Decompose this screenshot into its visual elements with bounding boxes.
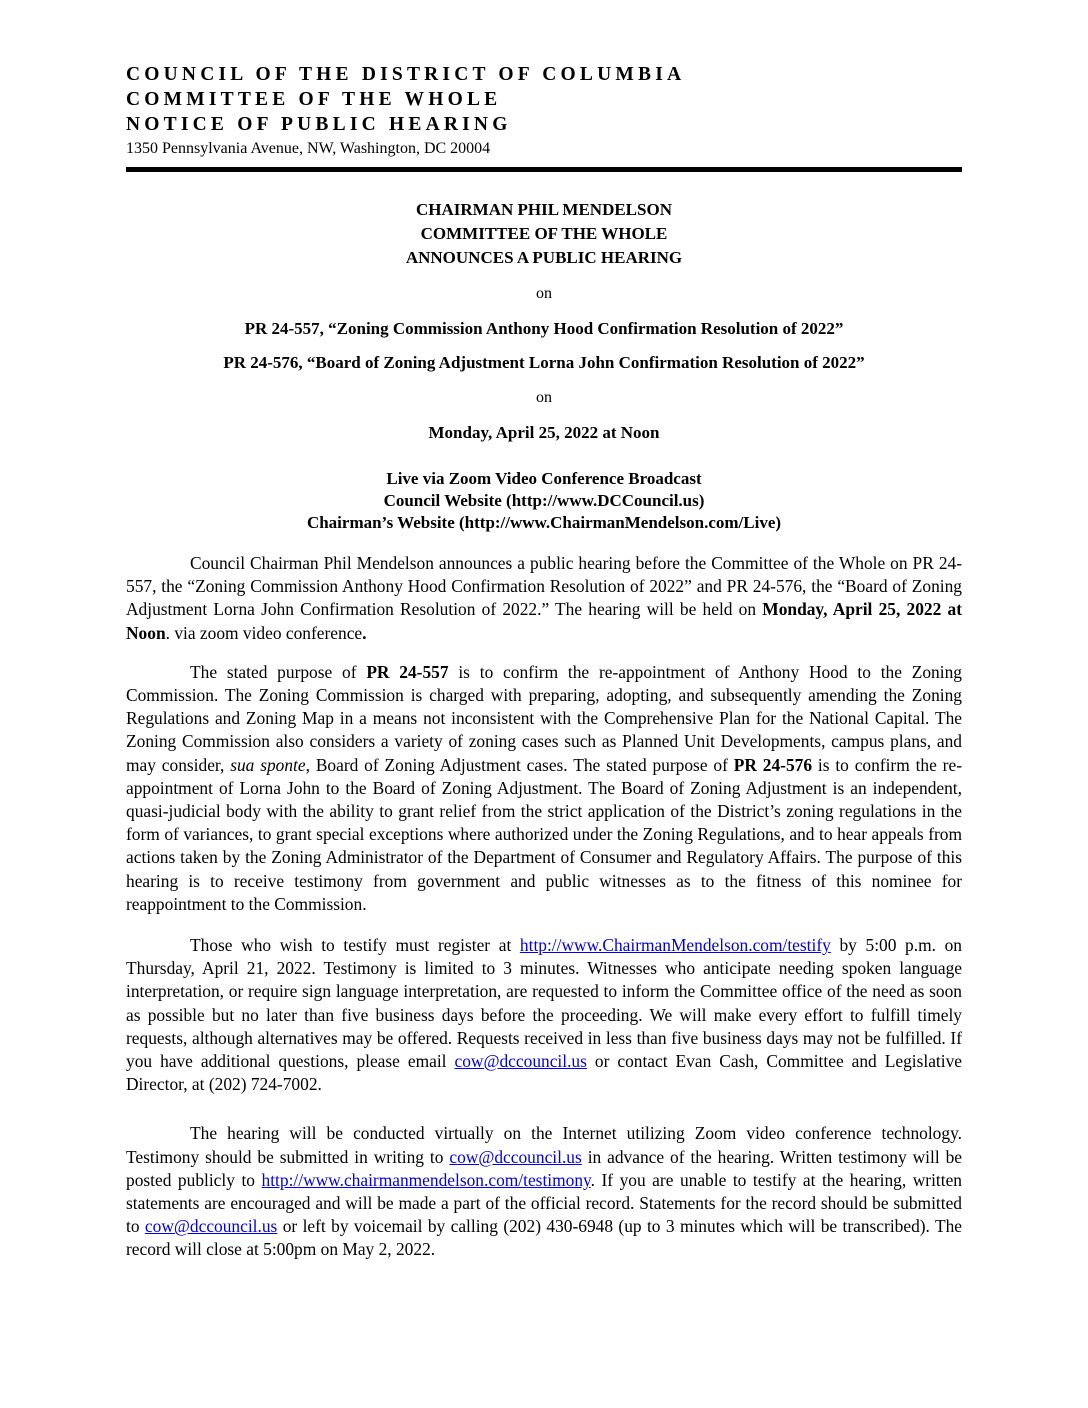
broadcast-line-2: Council Website (http://www.DCCouncil.us) [383, 491, 705, 510]
hearing-date-inline: Monday, April 25, 2022 at Noon [126, 599, 962, 643]
record-email-link[interactable]: cow@dccouncil.us [144, 1216, 278, 1237]
committee-name: COMMITTEE OF THE WHOLE [126, 89, 502, 110]
title-line-2: COMMITTEE OF THE WHOLE [420, 224, 668, 243]
notice-type: NOTICE OF PUBLIC HEARING [126, 114, 512, 135]
purpose-paragraph: The stated purpose of PR 24-557 is to confirm the re-appointment of Anthony Hood to the Zoning Commission. The Zoning Commission is charged with preparing, adopting, and subsequently amending the Zoning Regulations and Zoning Map in a means not inconsistent with the Comprehensive Plan for the National Capital. The Zoning Commission also considers a variety of zoning cases such as Planned Unit Developments, campus plans, and may consider, sua sponte, Board of Zoning Adjustment cases. The stated purpose of PR 24-576 is to confirm the re-appointment of Lorna John to the Board of Zoning Adjustment. The Board of Zoning Adjustment is an independent, quasi-judicial body with the ability to grant relief from the strict application of the District’s zoning regulations in the form of variances, to grant special exceptions where authorized under the Zoning Regulations, and to hear appeals from actions taken by the Zoning Administrator of the Department of Consumer and Regulatory Affairs. The purpose of this hearing is to receive testimony from government and public witnesses as to the fitness of this nominee for reappointment to the Commission. [126, 661, 962, 914]
broadcast-info [126, 468, 962, 534]
posted-testimony-link[interactable]: http://www.chairmanmendelson.com/testimony [261, 1169, 591, 1190]
testimony-email-link[interactable]: cow@dccouncil.us [449, 1146, 582, 1167]
committee-email-link[interactable]: cow@dccouncil.us [454, 1051, 587, 1072]
intro-paragraph: Council Chairman Phil Mendelson announces a public hearing before the Committee of the Whole on PR 24-557, the “Zoning Commission Anthony Hood Confirmation Resolution of 2022” and PR 24-576, the “Board of Zoning Adjustment Lorna John Confirmation Resolution of 2022.” The hearing will be held on Monday, April 25, 2022 at Noon. via zoom video conference. [126, 553, 962, 643]
notice-page [126, 62, 962, 1262]
hearing-date: Monday, April 25, 2022 at Noon [428, 423, 660, 442]
on-text-2: on [536, 389, 552, 406]
title-line-3: ANNOUNCES A PUBLIC HEARING [405, 248, 683, 267]
header-divider [126, 167, 962, 172]
council-name: COUNCIL OF THE DISTRICT OF COLUMBIA [126, 64, 686, 85]
testify-paragraph: Those who wish to testify must register at http://www.ChairmanMendelson.com/testify by 5:00 p.m. on Thursday, April 21, 2022. Testimony is limited to 3 minutes. Witnesses who anticipate needing spoken language interpretation, or require sign language interpretation, are requested to inform the Committee office of the need as soon as possible but no later than five business days before the proceeding. We will make every effort to fulfill timely requests, although alternatives may be offered. Requests received in less than five business days may not be fulfilled. If you have additional questions, please email cow@dccouncil.us or contact Evan Cash, Committee and Legislative Director, at (202) 724-7002. [126, 935, 963, 1095]
testify-registration-link[interactable]: http://www.ChairmanMendelson.com/testify [519, 935, 831, 956]
broadcast-line-1: Live via Zoom Video Conference Broadcast [386, 469, 702, 488]
on-text-1: on [536, 285, 552, 302]
letterhead [126, 62, 962, 172]
council-address: 1350 Pennsylvania Avenue, NW, Washington, DC 20004 [126, 140, 491, 157]
announcement-title [126, 198, 962, 270]
measure-pr-24-557: PR 24-557, “Zoning Commission Anthony Hood Confirmation Resolution of 2022” [244, 319, 844, 338]
measure-pr-24-576: PR 24-576, “Board of Zoning Adjustment Lorna John Confirmation Resolution of 2022” [223, 353, 865, 372]
broadcast-line-3: Chairman’s Website (http://www.ChairmanMendelson.com/Live) [306, 513, 782, 532]
title-line-1: CHAIRMAN PHIL MENDELSON [416, 200, 672, 219]
virtual-hearing-paragraph: The hearing will be conducted virtually on the Internet utilizing Zoom video conference technology. Testimony should be submitted in writing to cow@dccouncil.us in advance of the hearing. Written testimony will be posted publicly to http://www.chairmanmendelson.com/testimony. If you are unable to testify at the hearing, written statements are encouraged and will be made a part of the official record. Statements for the record should be submitted to cow@dccouncil.us or left by voicemail by calling (202) 430-6948 (up to 3 minutes which will be transcribed). The record will close at 5:00pm on May 2, 2022. [126, 1123, 963, 1260]
